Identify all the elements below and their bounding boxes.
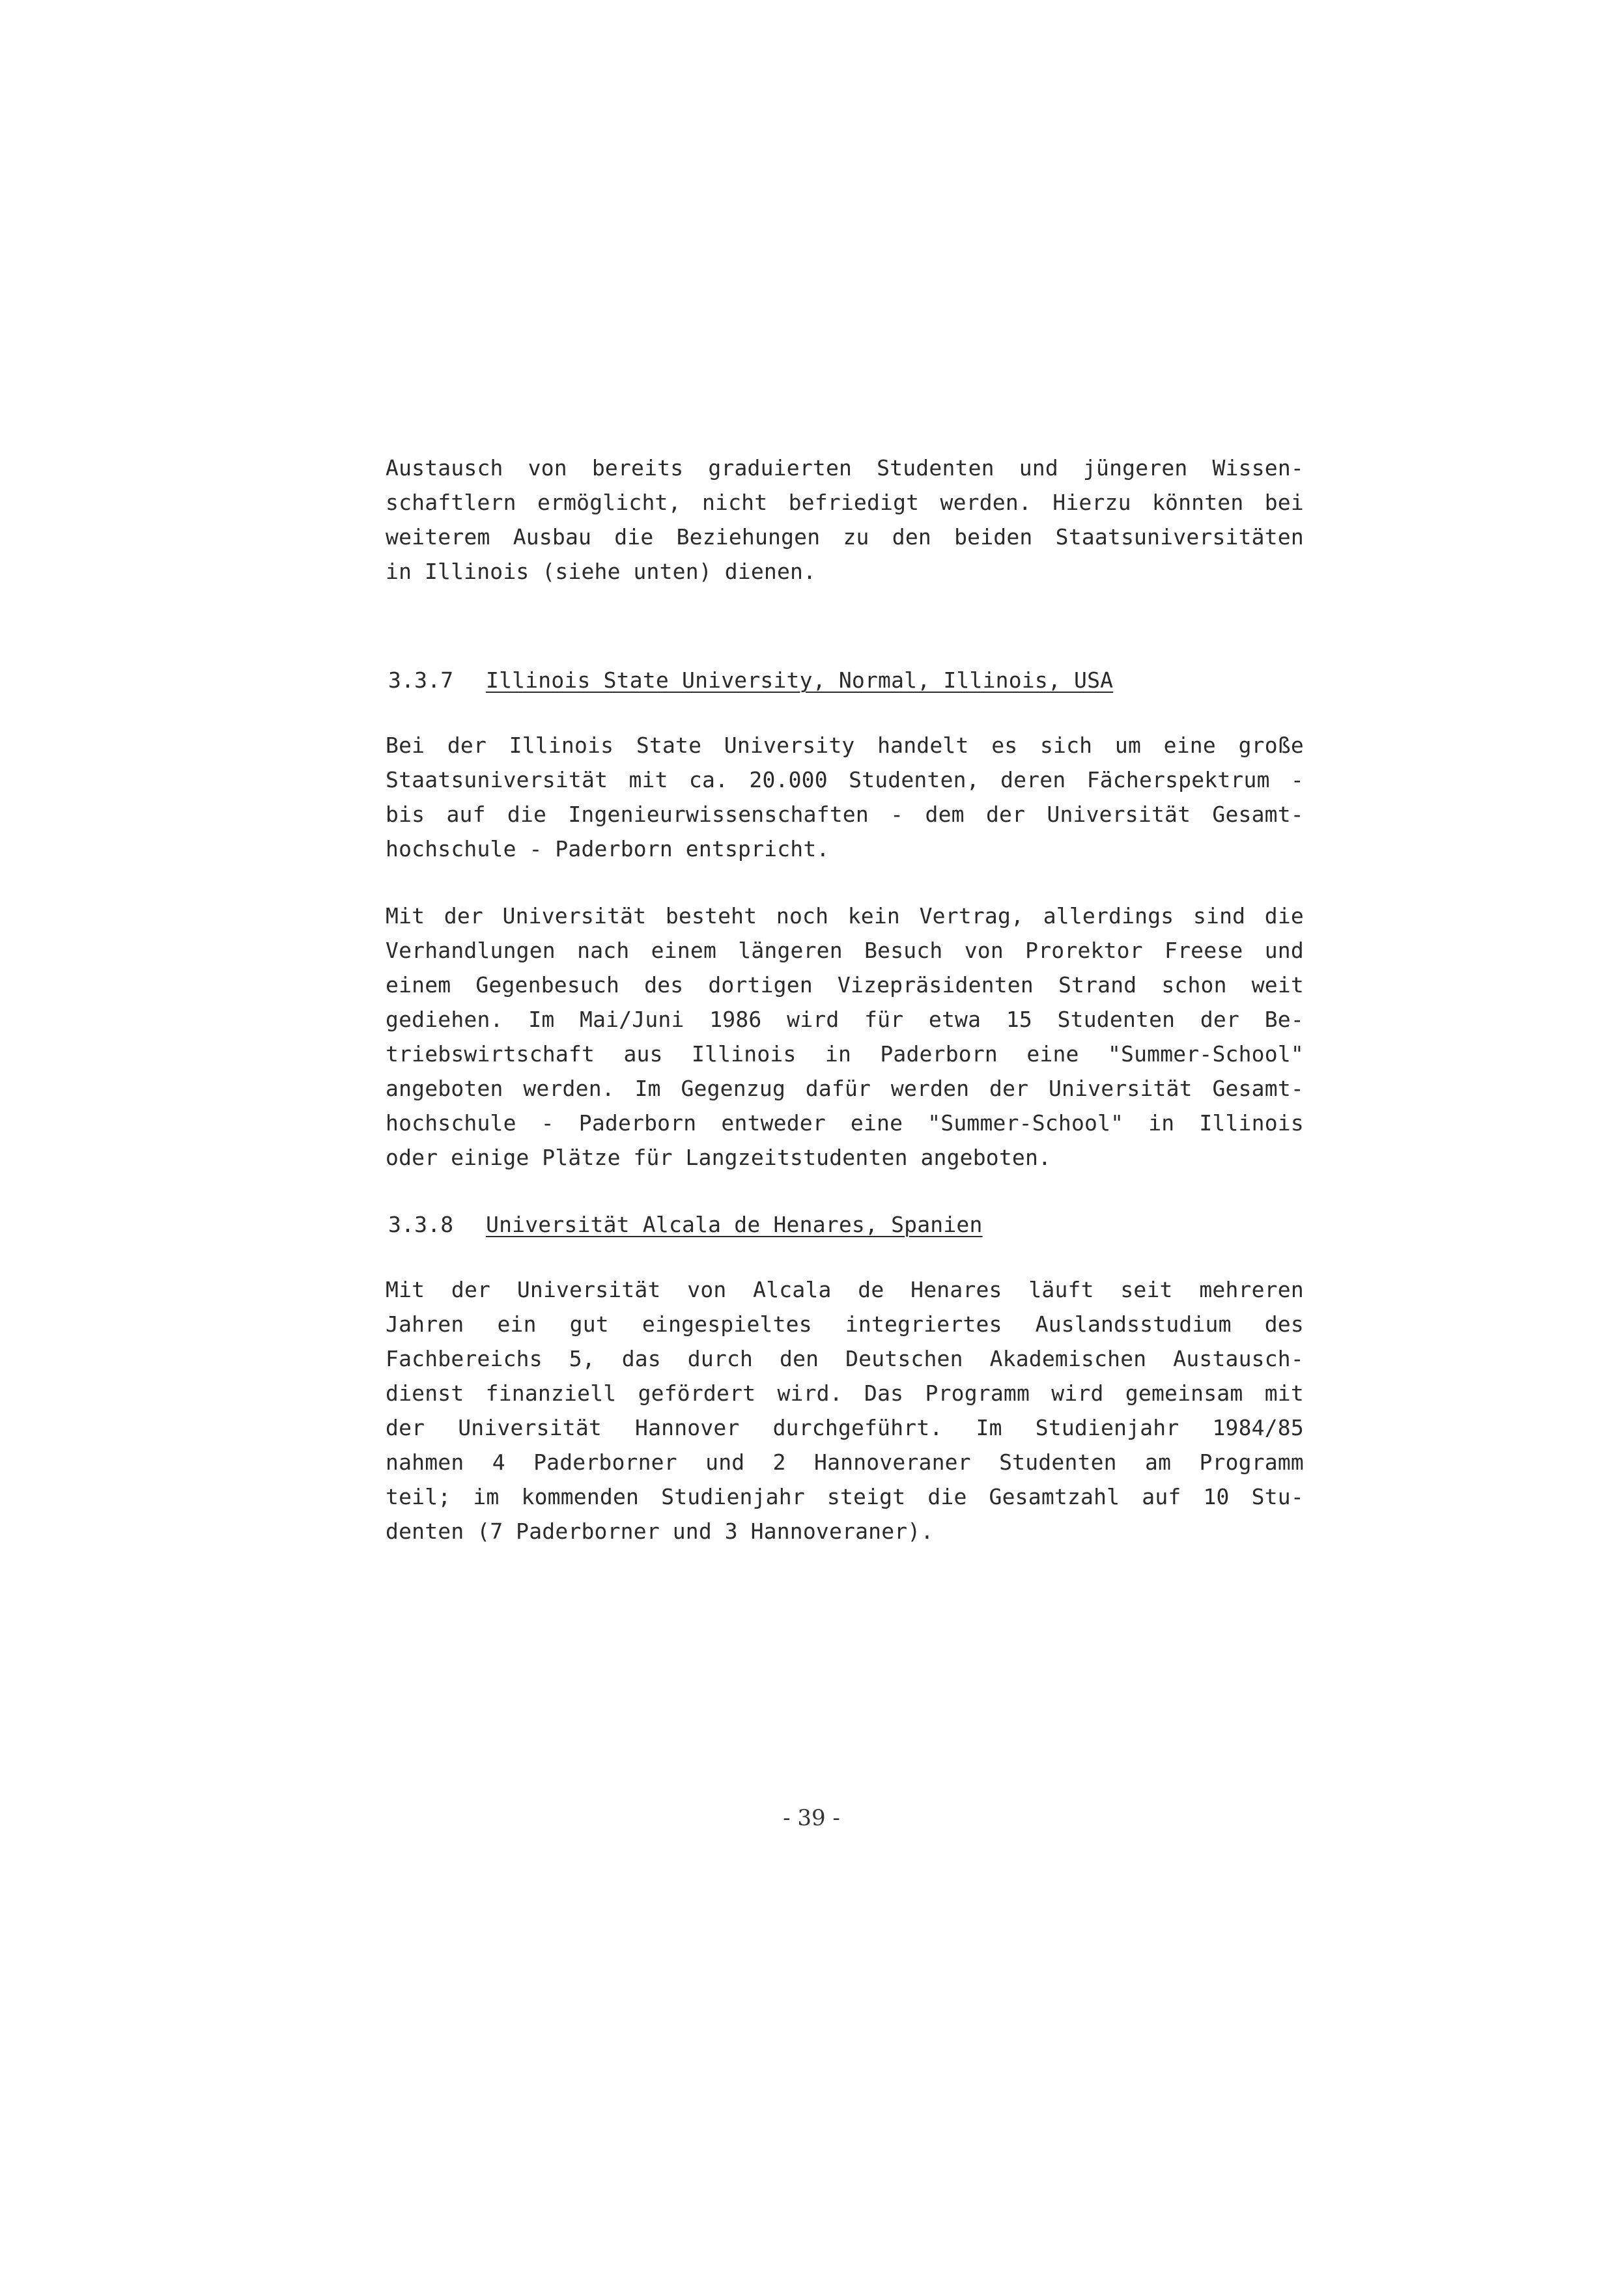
word: Strand: [1058, 972, 1137, 998]
section-number: 3.3.8: [388, 1212, 454, 1237]
word: teil;: [386, 1484, 451, 1509]
text-line: [386, 968, 1304, 1002]
text-line: [386, 1002, 1304, 1037]
word: in: [1148, 1110, 1175, 1136]
word: Programm: [1199, 1449, 1304, 1475]
text-line: [386, 1307, 1304, 1341]
word: 1986: [709, 1007, 762, 1032]
word: könnten: [1151, 490, 1244, 515]
word: Illinois: [691, 1041, 797, 1067]
word: Auslandsstudium: [1035, 1311, 1232, 1337]
word: ermöglicht,: [537, 490, 681, 515]
word: Mai/Juni: [580, 1007, 684, 1032]
word: durch: [687, 1346, 754, 1371]
word: Beziehungen: [676, 524, 821, 550]
word: gediehen.: [386, 1007, 503, 1032]
word: besteht: [665, 903, 757, 929]
word: gemeinsam: [1125, 1380, 1243, 1406]
paragraph-illinois-intro: [386, 728, 1304, 866]
word: Gesamt-: [1212, 1076, 1304, 1101]
word: Paderborner: [533, 1449, 677, 1475]
word: werden.: [940, 490, 1032, 515]
word: Staatsuniversitäten: [1055, 524, 1304, 550]
word: weiterem: [386, 524, 490, 550]
word: den: [780, 1346, 819, 1371]
word: Studenten: [877, 455, 995, 481]
word: dortigen: [708, 972, 813, 998]
word: 3: [724, 1519, 738, 1544]
word: Austausch-: [1173, 1346, 1304, 1371]
word: steigt: [826, 1484, 906, 1509]
word: Studenten,: [849, 767, 980, 792]
word: Das: [864, 1380, 904, 1406]
word: hochschule: [386, 836, 516, 861]
text-line: [386, 485, 1304, 520]
word: die: [1264, 903, 1304, 929]
word: Studienjahr: [1035, 1415, 1179, 1440]
word: und: [672, 1519, 712, 1544]
word: der: [985, 802, 1026, 827]
word: Programm: [925, 1380, 1030, 1406]
word: Illinois: [1199, 1110, 1304, 1136]
word: Ingenieurwissenschaften: [568, 802, 869, 827]
word: in: [825, 1041, 852, 1067]
word: weit: [1251, 972, 1304, 998]
word: Studenten: [1057, 1007, 1176, 1032]
word: entweder: [721, 1110, 826, 1136]
word: die: [927, 1484, 967, 1509]
word: auf: [446, 802, 486, 827]
word: "Summer-School": [1107, 1041, 1304, 1067]
word: angeboten.: [920, 1145, 1052, 1170]
word: Im: [528, 1007, 555, 1032]
word: sind: [1193, 903, 1246, 929]
word: (7: [477, 1519, 503, 1544]
word: etwa: [928, 1007, 981, 1032]
word: Plätze: [542, 1145, 621, 1170]
word: und: [1264, 938, 1304, 963]
word: Paderborn: [555, 836, 673, 861]
word: zu: [843, 524, 869, 550]
word: Universität: [502, 903, 647, 929]
word: (siehe: [542, 559, 621, 584]
text-line: [386, 1071, 1304, 1106]
word: Universität: [1048, 1076, 1193, 1101]
word: Akademischen: [989, 1346, 1147, 1371]
word: graduierten: [708, 455, 853, 481]
text-line: [386, 1479, 1304, 1514]
word: Illinois: [424, 559, 529, 584]
word: Austausch: [386, 455, 503, 481]
text-line: [386, 1106, 1304, 1140]
word: Studenten: [999, 1449, 1117, 1475]
word: Stu-: [1251, 1484, 1304, 1509]
word: den: [892, 524, 931, 550]
word: schaftlern: [386, 490, 516, 515]
word: die: [507, 802, 547, 827]
text-line: [386, 933, 1304, 968]
word: Im: [634, 1076, 661, 1101]
word: Henares: [910, 1277, 1002, 1302]
word: dienst: [386, 1380, 464, 1406]
word: sich: [1039, 733, 1093, 758]
word: mit: [628, 767, 668, 792]
word: Prorektor: [1025, 938, 1143, 963]
word: des: [1264, 1311, 1304, 1337]
word: wird: [787, 1007, 840, 1032]
word: große: [1238, 733, 1304, 758]
word: hochschule: [386, 1110, 516, 1136]
word: wird.: [777, 1380, 843, 1406]
word: Gesamtzahl: [989, 1484, 1120, 1509]
word: das: [621, 1346, 661, 1371]
word: der: [451, 1277, 491, 1302]
word: dafür: [805, 1076, 871, 1101]
word: für: [633, 1145, 673, 1170]
section-number: 3.3.7: [388, 667, 454, 693]
word: Paderborner: [516, 1519, 660, 1544]
word: 10: [1203, 1484, 1230, 1509]
text-line: [386, 1410, 1304, 1445]
word: gut: [569, 1311, 609, 1337]
word: Hannover: [635, 1415, 740, 1440]
word: noch: [776, 903, 829, 929]
word: Mit: [386, 903, 425, 929]
word: dem: [925, 802, 965, 827]
word: -: [541, 1110, 554, 1136]
word: mit: [1264, 1380, 1304, 1406]
word: nach: [577, 938, 630, 963]
word: angeboten: [386, 1076, 503, 1101]
word: Vertrag,: [919, 903, 1024, 929]
word: dienen.: [724, 559, 817, 584]
paragraph-exchange-continuation: [386, 451, 1304, 589]
paragraph-alcala-program: [386, 1272, 1304, 1548]
word: wird: [1051, 1380, 1104, 1406]
section-title: Universität Alcala de Henares, Spanien: [486, 1212, 983, 1237]
word: nicht: [701, 490, 768, 515]
word: 5,: [569, 1346, 595, 1371]
word: Vizepräsidenten: [837, 972, 1034, 998]
word: eine: [1163, 733, 1216, 758]
word: bis: [386, 802, 425, 827]
word: Bei: [386, 733, 425, 758]
word: University: [724, 733, 855, 758]
word: Im: [976, 1415, 1002, 1440]
text-line: [386, 728, 1304, 763]
word: Hannoveraner).: [750, 1519, 934, 1544]
text-line: [386, 763, 1304, 797]
word: Studienjahr: [661, 1484, 805, 1509]
text-line: [386, 1376, 1304, 1410]
word: Mit: [386, 1277, 425, 1302]
word: die: [614, 524, 654, 550]
text-line: [386, 1140, 1304, 1175]
word: von: [528, 455, 567, 481]
word: einem: [651, 938, 717, 963]
word: Be-: [1264, 1007, 1304, 1032]
word: Illinois: [509, 733, 614, 758]
word: finanziell: [485, 1380, 617, 1406]
text-line: [386, 1514, 1304, 1548]
text-line: [386, 554, 1304, 589]
section-heading-3-3-8: [388, 1207, 983, 1242]
text-line: [386, 1445, 1304, 1479]
word: einem: [386, 972, 451, 998]
word: Verhandlungen: [386, 938, 556, 963]
section-heading-3-3-7: [388, 663, 1113, 697]
word: werden.: [523, 1076, 615, 1101]
page-number: - 39 -: [783, 1805, 840, 1831]
word: bei: [1264, 490, 1304, 515]
word: entspricht.: [685, 836, 830, 861]
word: längeren: [738, 938, 843, 963]
word: denten: [386, 1519, 464, 1544]
word: Universität: [516, 1277, 661, 1302]
word: Gegenzug: [681, 1076, 786, 1101]
word: Fächerspektrum: [1086, 767, 1270, 792]
word: bereits: [591, 455, 684, 481]
word: Universität: [1047, 802, 1191, 827]
word: Freese: [1164, 938, 1243, 963]
word: werden: [890, 1076, 970, 1101]
text-line: [386, 520, 1304, 554]
word: handelt: [877, 733, 969, 758]
word: läuft: [1028, 1277, 1094, 1302]
word: Gegenbesuch: [475, 972, 620, 998]
word: der: [1200, 1007, 1240, 1032]
word: beiden: [954, 524, 1033, 550]
word: der: [444, 903, 483, 929]
word: es: [991, 733, 1018, 758]
word: -: [529, 836, 543, 861]
paragraph-illinois-negotiations: [386, 899, 1304, 1175]
word: Besuch: [864, 938, 943, 963]
word: der: [989, 1076, 1029, 1101]
word: Ausbau: [513, 524, 592, 550]
word: oder: [386, 1145, 438, 1170]
word: Langzeitstudenten: [685, 1145, 908, 1170]
word: Paderborn: [578, 1110, 697, 1136]
word: aus: [623, 1041, 663, 1067]
word: Fachbereichs: [386, 1346, 543, 1371]
word: eine: [1026, 1041, 1079, 1067]
word: im: [473, 1484, 500, 1509]
text-line: [386, 1341, 1304, 1376]
word: eine: [850, 1110, 903, 1136]
word: State: [636, 733, 702, 758]
word: Alcala: [753, 1277, 832, 1302]
word: des: [644, 972, 684, 998]
word: Hierzu: [1052, 490, 1131, 515]
word: am: [1145, 1449, 1172, 1475]
word: Deutschen: [845, 1346, 963, 1371]
word: in: [386, 559, 412, 584]
word: von: [964, 938, 1004, 963]
word: ca.: [688, 767, 729, 792]
word: -: [890, 802, 904, 827]
word: 2: [772, 1449, 786, 1475]
word: Universität: [458, 1415, 602, 1440]
word: von: [687, 1277, 727, 1302]
word: seit: [1120, 1277, 1173, 1302]
word: triebswirtschaft: [386, 1041, 595, 1067]
word: kein: [847, 903, 901, 929]
word: gefördert: [638, 1380, 756, 1406]
word: 20.000: [749, 767, 828, 792]
word: und: [1019, 455, 1058, 481]
word: ein: [497, 1311, 537, 1337]
word: einige: [451, 1145, 529, 1170]
text-line: [386, 832, 1304, 866]
word: eingespieltes: [642, 1311, 812, 1337]
text-line: [386, 899, 1304, 933]
word: de: [858, 1277, 884, 1302]
text-line: [386, 797, 1304, 832]
word: für: [864, 1007, 904, 1032]
word: Staatsuniversität: [386, 767, 608, 792]
word: auf: [1142, 1484, 1181, 1509]
text-line: [386, 1272, 1304, 1307]
word: allerdings: [1043, 903, 1174, 929]
word: mehreren: [1199, 1277, 1304, 1302]
word: 1984/85: [1212, 1415, 1304, 1440]
word: 15: [1006, 1007, 1032, 1032]
word: -: [1290, 767, 1304, 792]
word: der: [386, 1415, 425, 1440]
word: und: [705, 1449, 745, 1475]
word: um: [1114, 733, 1142, 758]
word: befriedigt: [788, 490, 920, 515]
word: schon: [1161, 972, 1227, 998]
section-title: Illinois State University, Normal, Illinois, USA: [486, 667, 1114, 693]
word: Gesamt-: [1212, 802, 1304, 827]
word: Paderborn: [880, 1041, 998, 1067]
word: der: [447, 733, 487, 758]
word: Hannoveraner: [814, 1449, 971, 1475]
text-line: [386, 1037, 1304, 1071]
word: Jahren: [386, 1311, 464, 1337]
word: deren: [1000, 767, 1066, 792]
word: durchgeführt.: [772, 1415, 943, 1440]
word: jüngeren: [1082, 455, 1188, 481]
word: 4: [492, 1449, 505, 1475]
text-line: [386, 451, 1304, 485]
word: integriertes: [845, 1311, 1002, 1337]
word: nahmen: [386, 1449, 464, 1475]
word: unten): [633, 559, 712, 584]
word: kommenden: [521, 1484, 640, 1509]
word: Wissen-: [1212, 455, 1304, 481]
word: "Summer-School": [927, 1110, 1124, 1136]
